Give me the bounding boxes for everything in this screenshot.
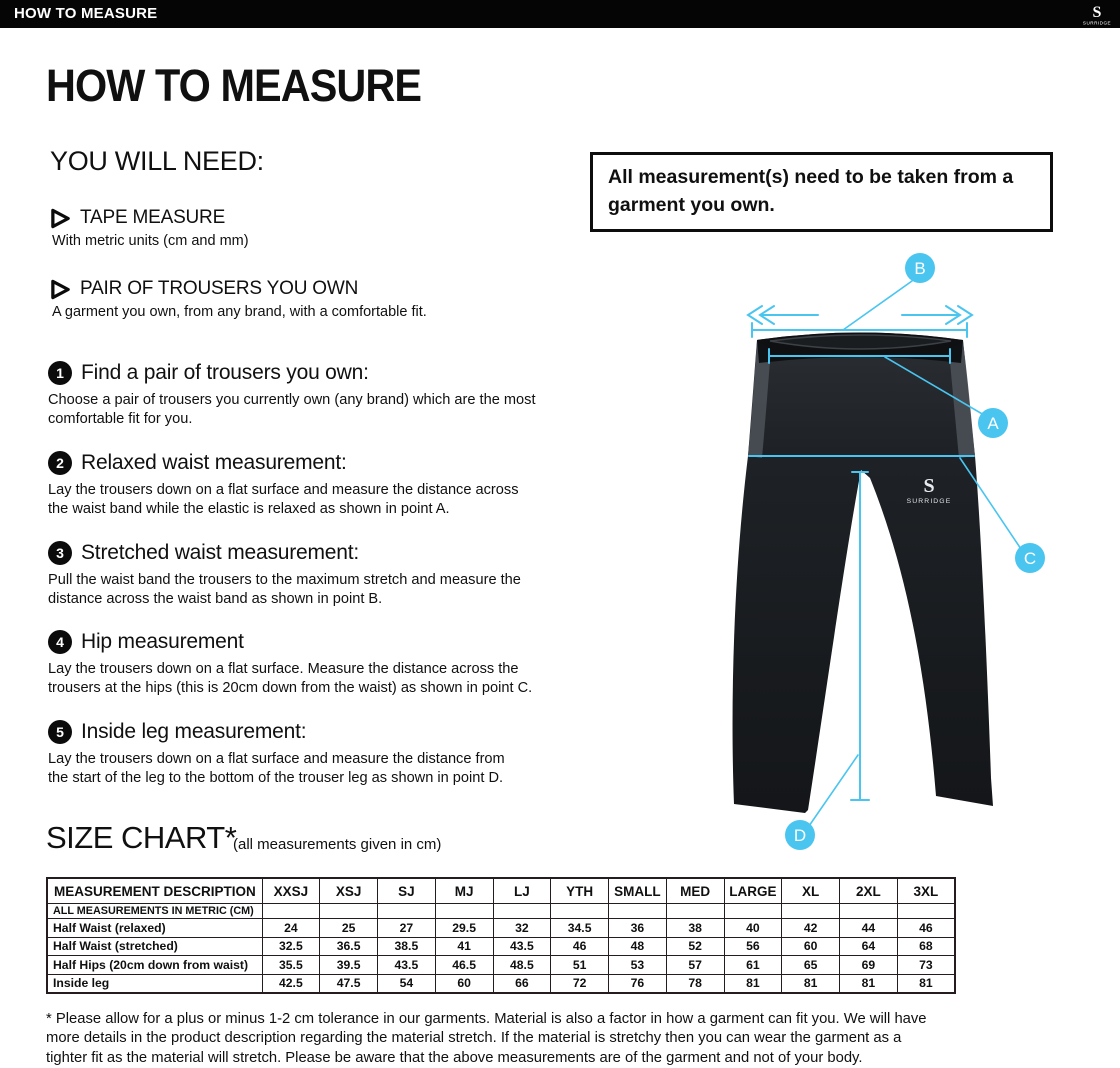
step-number-badge: 3	[48, 541, 72, 565]
step-body-line: distance across the waist band as shown in point B.	[48, 590, 383, 607]
size-chart-body	[47, 904, 955, 994]
size-chart-value-cell: 61	[724, 956, 782, 975]
size-chart-empty-cell	[435, 904, 493, 919]
trousers-illustration	[733, 333, 993, 814]
size-chart-empty-cell	[782, 904, 840, 919]
step-body-line: Lay the trousers down on a flat surface. Measure the distance across the	[48, 661, 519, 677]
size-chart-value-cell: 51	[551, 956, 609, 975]
size-chart-value-cell: 43.5	[378, 956, 436, 975]
size-chart-value-cell: 57	[666, 956, 724, 975]
marker-a	[978, 408, 1008, 438]
size-chart-subheader-cell: ALL MEASUREMENTS IN METRIC (CM)	[47, 904, 262, 919]
step-item-1	[48, 361, 538, 428]
marker-b	[905, 253, 935, 283]
size-chart-value-cell: 32	[493, 919, 551, 938]
size-chart-value-cell: 52	[666, 937, 724, 956]
step-title: Inside leg measurement:	[81, 720, 307, 743]
size-chart-value-cell: 69	[840, 956, 898, 975]
size-chart-value-cell: 72	[551, 974, 609, 993]
size-chart-row-label: Half Waist (relaxed)	[47, 919, 262, 938]
size-chart-value-cell: 46	[551, 937, 609, 956]
size-chart-header-cell: YTH	[551, 878, 609, 904]
size-chart-row-label: Half Waist (stretched)	[47, 937, 262, 956]
step-title: Find a pair of trousers you own:	[81, 361, 369, 384]
surridge-logo-icon	[1080, 1, 1114, 27]
size-chart-empty-cell	[493, 904, 551, 919]
size-chart-row	[47, 974, 955, 993]
size-chart-value-cell: 38.5	[378, 937, 436, 956]
footnote	[46, 1010, 927, 1068]
size-chart-value-cell: 25	[320, 919, 378, 938]
size-chart-value-cell: 36	[609, 919, 667, 938]
size-chart-empty-cell	[609, 904, 667, 919]
step-body-line: trousers at the hips (this is 20cm down from the waist) as shown in point C.	[48, 679, 533, 696]
surridge-s-icon: S	[1092, 4, 1102, 21]
size-chart-value-cell: 56	[724, 937, 782, 956]
need-item-label: TAPE MEASURE	[80, 207, 226, 228]
step-body-line: the waist band while the elastic is relaxed as shown in point A.	[48, 500, 450, 517]
need-item-label: PAIR OF TROUSERS YOU OWN	[80, 278, 359, 299]
size-chart-value-cell: 42	[782, 919, 840, 938]
size-chart-empty-cell	[320, 904, 378, 919]
notice-box	[590, 152, 1053, 232]
step-number-badge: 4	[48, 630, 72, 654]
size-chart-subheader-row	[47, 904, 955, 919]
need-item-description: With metric units (cm and mm)	[52, 233, 249, 249]
garment-logo-text: SURRIDGE	[906, 498, 952, 505]
size-chart-value-cell: 36.5	[320, 937, 378, 956]
size-chart-value-cell: 81	[782, 974, 840, 993]
size-chart-value-cell: 73	[897, 956, 955, 975]
play-triangle-icon	[50, 208, 71, 229]
step-body-line: Pull the waist band the trousers to the maximum stretch and measure the	[48, 572, 521, 588]
size-chart-empty-cell	[840, 904, 898, 919]
size-chart-value-cell: 65	[782, 956, 840, 975]
trousers-measurement-diagram	[690, 230, 1120, 880]
size-chart-empty-cell	[262, 904, 320, 919]
need-item-trousers	[50, 278, 427, 320]
step-body-line: the start of the leg to the bottom of the trouser leg as shown in point D.	[48, 769, 504, 786]
size-chart-value-cell: 29.5	[435, 919, 493, 938]
size-chart-header-cell: MED	[666, 878, 724, 904]
marker-a-label: A	[987, 414, 999, 433]
size-chart-table	[46, 877, 956, 994]
size-chart-value-cell: 24	[262, 919, 320, 938]
page-title: HOW TO MEASURE	[46, 60, 422, 111]
size-chart-header-row	[47, 878, 955, 904]
top-bar	[0, 0, 1120, 28]
size-chart-row	[47, 919, 955, 938]
footnote-line: tighter fit as the material will stretch. Please be aware that the above measurements are of the garment and not of your body.	[46, 1049, 863, 1066]
step-number-badge: 5	[48, 720, 72, 744]
you-will-need-heading: YOU WILL NEED:	[50, 146, 264, 176]
size-chart-row-label: Half Hips (20cm down from waist)	[47, 956, 262, 975]
size-chart-empty-cell	[724, 904, 782, 919]
garment-s-icon: S	[923, 475, 935, 497]
size-chart-value-cell: 38	[666, 919, 724, 938]
size-chart-value-cell: 46	[897, 919, 955, 938]
size-chart-value-cell: 46.5	[435, 956, 493, 975]
size-chart-value-cell: 39.5	[320, 956, 378, 975]
step-body-line: Lay the trousers down on a flat surface and measure the distance from	[48, 751, 505, 767]
size-chart-value-cell: 64	[840, 937, 898, 956]
size-chart-value-cell: 41	[435, 937, 493, 956]
step-item-4	[48, 630, 538, 697]
size-chart-value-cell: 40	[724, 919, 782, 938]
size-chart-header-cell: 3XL	[897, 878, 955, 904]
step-body-line: Choose a pair of trousers you currently own (any brand) which are the most	[48, 392, 536, 408]
size-chart-header-cell: LJ	[493, 878, 551, 904]
size-chart-value-cell: 44	[840, 919, 898, 938]
marker-b-label: B	[914, 259, 926, 278]
size-chart-row	[47, 937, 955, 956]
size-chart-value-cell: 81	[724, 974, 782, 993]
size-chart-value-cell: 34.5	[551, 919, 609, 938]
size-chart-header-cell: XXSJ	[262, 878, 320, 904]
size-chart-value-cell: 54	[378, 974, 436, 993]
size-chart-header-cell: MEASUREMENT DESCRIPTION	[47, 878, 262, 904]
step-number-badge: 2	[48, 451, 72, 475]
size-chart-value-cell: 66	[493, 974, 551, 993]
size-chart-value-cell: 78	[666, 974, 724, 993]
marker-c	[1015, 543, 1045, 573]
size-chart-value-cell: 60	[782, 937, 840, 956]
step-title: Hip measurement	[81, 630, 244, 653]
size-chart-value-cell: 43.5	[493, 937, 551, 956]
brand-logo	[1080, 1, 1114, 32]
step-title: Stretched waist measurement:	[81, 541, 360, 564]
step-body-line: comfortable fit for you.	[48, 410, 193, 427]
size-chart-value-cell: 76	[609, 974, 667, 993]
step-item-3	[48, 541, 538, 608]
size-chart-value-cell: 68	[897, 937, 955, 956]
notice-text-line: All measurement(s) need to be taken from a	[608, 166, 1014, 188]
size-chart	[46, 877, 956, 994]
step-body-line: Lay the trousers down on a flat surface and measure the distance across	[48, 482, 519, 498]
size-chart-heading: SIZE CHART*	[46, 820, 237, 855]
size-chart-value-cell: 60	[435, 974, 493, 993]
size-chart-caption: (all measurements given in cm)	[233, 836, 442, 853]
size-chart-value-cell: 53	[609, 956, 667, 975]
size-chart-header-cell: LARGE	[724, 878, 782, 904]
size-chart-header-cell: 2XL	[840, 878, 898, 904]
step-title: Relaxed waist measurement:	[81, 451, 347, 474]
size-chart-header-cell: XSJ	[320, 878, 378, 904]
size-chart-value-cell: 47.5	[320, 974, 378, 993]
need-item-description: A garment you own, from any brand, with a comfortable fit.	[52, 304, 427, 320]
marker-c-label: C	[1023, 549, 1037, 568]
step-number-badge: 1	[48, 361, 72, 385]
size-chart-row	[47, 956, 955, 975]
size-chart-value-cell: 81	[840, 974, 898, 993]
size-chart-value-cell: 48.5	[493, 956, 551, 975]
need-item-tape-measure	[50, 207, 249, 249]
size-chart-empty-cell	[378, 904, 436, 919]
size-chart-value-cell: 48	[609, 937, 667, 956]
play-triangle-icon	[50, 279, 71, 300]
size-chart-empty-cell	[897, 904, 955, 919]
notice-text-line: garment you own.	[608, 193, 775, 216]
size-chart-header-cell: SMALL	[609, 878, 667, 904]
top-bar-title: HOW TO MEASURE	[14, 5, 158, 22]
size-chart-header-cell: MJ	[435, 878, 493, 904]
size-chart-value-cell: 35.5	[262, 956, 320, 975]
marker-d-label: D	[793, 826, 807, 845]
size-chart-value-cell: 81	[897, 974, 955, 993]
step-item-5	[48, 720, 538, 787]
brand-name: SURRIDGE	[1082, 20, 1112, 26]
size-chart-row-label: Inside leg	[47, 974, 262, 993]
size-chart-header-cell: XL	[782, 878, 840, 904]
size-chart-empty-cell	[551, 904, 609, 919]
step-item-2	[48, 451, 538, 518]
footnote-line: more details in the product description regarding the material stretch. If the material is stretchy then you can wear the garment as a	[46, 1030, 902, 1047]
size-chart-header-cell: SJ	[378, 878, 436, 904]
size-chart-value-cell: 32.5	[262, 937, 320, 956]
marker-d	[785, 820, 815, 850]
size-chart-value-cell: 27	[378, 919, 436, 938]
size-chart-value-cell: 42.5	[262, 974, 320, 993]
size-chart-empty-cell	[666, 904, 724, 919]
footnote-line: * Please allow for a plus or minus 1-2 cm tolerance in our garments. Material is also a factor in how a garment can fit you. We will have	[46, 1011, 927, 1027]
